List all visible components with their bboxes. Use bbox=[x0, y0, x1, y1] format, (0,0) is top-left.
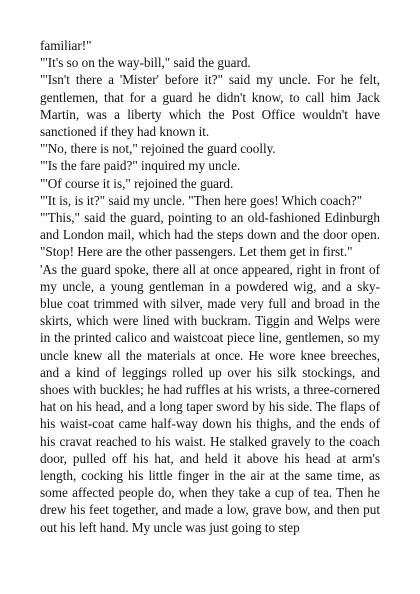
book-page-text bbox=[40, 37, 380, 536]
paragraph-familiar: familiar!" bbox=[40, 38, 92, 53]
paragraph-no-there-is-not: "'No, there is not," rejoined the guard coolly. bbox=[40, 141, 276, 157]
paragraph-which-coach: "'It is, is it?" said my uncle. "Then here goes! Which coach?" bbox=[40, 192, 363, 208]
paragraph-fare-paid: "'Is the fare paid?" inquired my uncle. bbox=[40, 158, 241, 174]
paragraph-this-said-guard: "'This," said the guard, pointing to an old-fashioned Edinburgh and London mail, which had the steps down and the door open. "Stop! Here are the other passengers. Let them get in first." bbox=[40, 210, 380, 260]
paragraph-young-gentleman: 'As the guard spoke, there all at once appeared, right in front of my uncle, a young gentleman in a powdered wig, and a sky-blue coat trimmed with silver, made very full and broad in the skirts, which were lined with buckram. Tiggin and Welps were in the printed calico and waistcoat piece line, gentlemen, so my uncle knew all the materials at once. He wore knee breeches, and a kind of leggings rolled up over his silk stockings, and shoes with buckles; he had ruffles at his wrists, a three-cornered hat on his head, and a long taper sword by his side. The flaps of his waist-coat came half-way down his thighs, and the ends of his cravat reached to his waist. He stalked gravely to the coach door, pulled off his hat, and held it above his head at arm's length, cocking his little finger in the air at the same time, as some affected people do, when they take a cup of tea. Then he drew his feet together, and made a low, grave bow, and then put out his left hand. My uncle was just going to step bbox=[40, 261, 380, 535]
paragraph-mister: "'Isn't there a 'Mister' before it?" said my uncle. For he felt, gentlemen, that for a guard he didn't know, to call him Jack Martin, was a liberty which the Post Office wouldn't have sanctioned if they had known it. bbox=[40, 72, 380, 140]
paragraph-of-course: "'Of course it is," rejoined the guard. bbox=[40, 175, 234, 191]
paragraph-way-bill: "'It's so on the way-bill," said the guard. bbox=[40, 55, 251, 71]
